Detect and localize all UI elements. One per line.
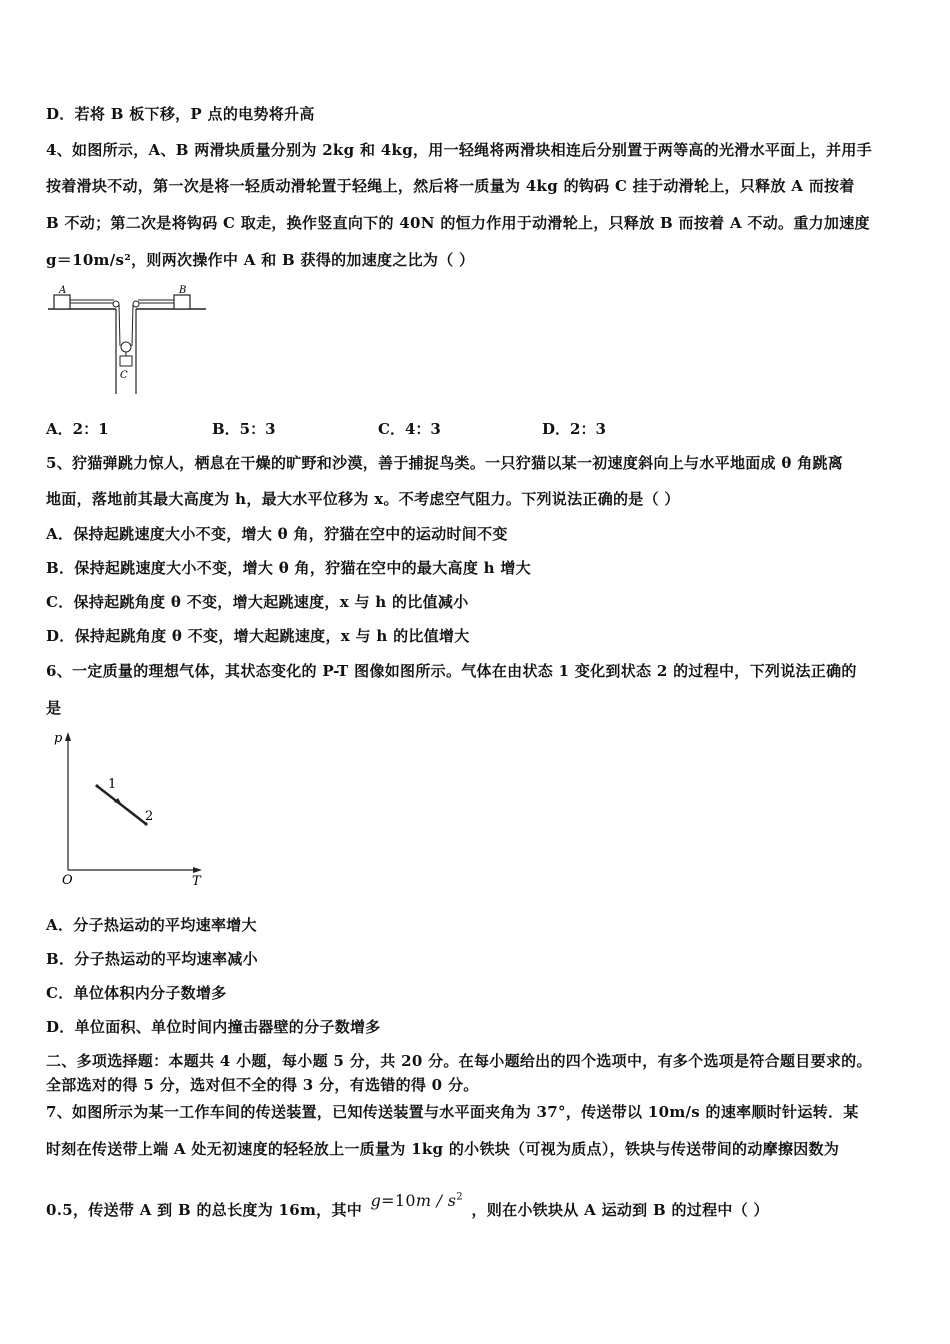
formula-g-unit: m / s	[415, 1191, 457, 1210]
q5-option-c[interactable]: C．保持起跳角度 θ 不变，增大起跳速度，x 与 h 的比值减小	[46, 593, 469, 611]
q6-option-c[interactable]: C．单位体积内分子数增多	[46, 984, 227, 1002]
q6-option-d[interactable]: D．单位面积、单位时间内撞击器壁的分子数增多	[46, 1018, 381, 1036]
q6-option-b[interactable]: B．分子热运动的平均速率减小	[46, 950, 258, 968]
section-2-heading-line1: 二、多项选择题：本题共 4 小题，每小题 5 分，共 20 分。在每小题给出的四个选项中，有多个选项是符合题目要求的。	[46, 1052, 872, 1070]
q4-option-b[interactable]: B．5：3	[212, 420, 276, 438]
q4-text-line3: B 不动；第二次是将钩码 C 取走，换作竖直向下的 40N 的恒力作用于动滑轮上，只释放 B 而按着 A 不动。重力加速度	[46, 214, 870, 232]
label-a: A	[59, 285, 67, 296]
q5-text-line2: 地面，落地前其最大高度为 h，最大水平位移为 x。不考虑空气阻力。下列说法正确的是（ ）	[46, 490, 680, 508]
q6-text-line2: 是	[46, 699, 62, 717]
label-c: C	[120, 370, 128, 381]
q5-text-line1: 5、狞猫弹跳力惊人，栖息在干燥的旷野和沙漠，善于捕捉鸟类。一只狞猫以某一初速度斜向上与水平地面成 θ 角跳离	[46, 454, 844, 472]
q4-option-c[interactable]: C．4：3	[378, 420, 441, 438]
q6-pt-graph	[50, 728, 220, 890]
axis-t-label: T	[192, 874, 201, 889]
q4-pulley-figure	[44, 280, 214, 400]
weight-c	[120, 356, 132, 366]
q6-text-line1: 6、一定质量的理想气体，其状态变化的 P-T 图像如图所示。气体在由状态 1 变化到状态 2 的过程中，下列说法正确的	[46, 662, 857, 680]
q7-text-line2: 时刻在传送带上端 A 处无初速度的轻轻放上一质量为 1kg 的小铁块（可视为质点），铁块与传送带间的动摩擦因数为	[46, 1140, 840, 1158]
q4-option-a[interactable]: A．2：1	[46, 420, 109, 438]
origin-label: O	[62, 873, 73, 888]
formula-g	[368, 1191, 466, 1210]
axis-p-label: p	[54, 731, 63, 746]
label-b: B	[179, 285, 187, 296]
formula-g-exp: 2	[456, 1191, 463, 1203]
section-2-heading-line2: 全部选对的得 5 分，选对但不全的得 3 分，有选错的得 0 分。	[46, 1076, 479, 1094]
q4-text-line4: g＝10m/s²，则两次操作中 A 和 B 获得的加速度之比为（ ）	[46, 251, 475, 269]
q4-text-line2: 按着滑块不动，第一次是将一轻质动滑轮置于轻绳上，然后将一质量为 4kg 的钩码 C 挂于动滑轮上，只释放 A 而按着	[46, 177, 855, 195]
moving-pulley	[121, 342, 131, 352]
q4-option-d[interactable]: D．2：3	[542, 420, 606, 438]
q5-option-a[interactable]: A．保持起跳速度大小不变，增大 θ 角，狞猫在空中的运动时间不变	[46, 525, 508, 543]
formula-g-eq: =10	[381, 1191, 416, 1210]
q5-option-b[interactable]: B．保持起跳速度大小不变，增大 θ 角，狞猫在空中的最大高度 h 增大	[46, 559, 531, 577]
block-a	[54, 295, 70, 309]
state-2-label: 2	[145, 809, 154, 824]
q5-option-d[interactable]: D．保持起跳角度 θ 不变，增大起跳速度，x 与 h 的比值增大	[46, 627, 470, 645]
q6-option-a[interactable]: A．分子热运动的平均速率增大	[46, 916, 257, 934]
state-1-label: 1	[108, 777, 117, 792]
formula-g-symbol: g	[370, 1191, 382, 1210]
q7-text-line3-start: 0.5，传送带 A 到 B 的总长度为 16m，其中	[46, 1201, 363, 1219]
q4-text-line1: 4、如图所示，A、B 两滑块质量分别为 2kg 和 4kg，用一轻绳将两滑块相连后分别置于两等高的光滑水平面上，并用手	[46, 141, 872, 159]
q7-text-line3-end: ，则在小铁块从 A 运动到 B 的过程中（ ）	[471, 1201, 769, 1219]
block-b	[174, 295, 190, 309]
q7-text-line3	[46, 1191, 769, 1220]
q7-text-line1: 7、如图所示为某一工作车间的传送装置，已知传送装置与水平面夹角为 37°，传送带以 10m/s 的速率顺时针运转．某	[46, 1103, 859, 1121]
option-d-prev: D．若将 B 板下移，P 点的电势将升高	[46, 105, 315, 123]
